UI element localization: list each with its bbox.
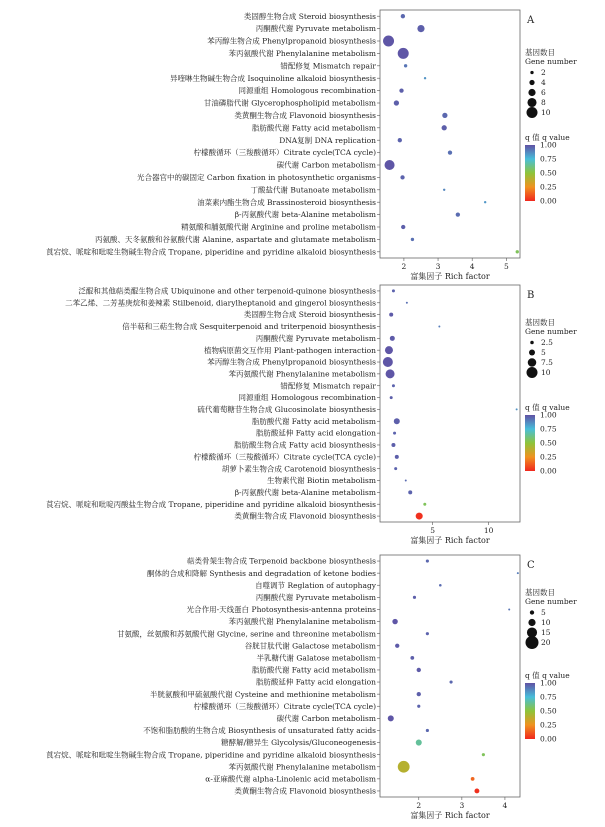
category-label: 二苯乙烯、二芳基庚烷和姜辣素 Stilbenoid, diarylheptanoid and gingerol biosynthesis — [65, 298, 376, 308]
data-point — [385, 346, 393, 354]
category-label: 脂肪酸延伸 Fatty acid elongation — [255, 677, 376, 687]
data-point — [398, 48, 409, 59]
data-point — [404, 64, 407, 67]
category-label: 光合器官中的碳固定 Carbon fixation in photosynthetic organisms — [137, 173, 376, 182]
category-label: 丙酮酸代谢 Pyruvate metabolism — [255, 592, 376, 602]
category-label: 倍半萜和三萜生物合成 Sesquiterpenoid and triterpenoid biosynthesis — [122, 322, 376, 332]
data-point — [388, 715, 394, 721]
panel-c — [46, 555, 577, 820]
category-label: 错配修复 Mismatch repair — [280, 381, 376, 391]
size-legend-subtitle: Gene number — [525, 57, 577, 66]
color-legend-label: 0.25 — [540, 452, 557, 462]
color-legend-label: 0.75 — [540, 154, 557, 164]
category-label: 半胱氨酸和甲硫氨酸代谢 Cysteine and methionine metabolism — [150, 689, 376, 699]
color-legend-label: 0.00 — [540, 734, 557, 744]
category-label: 谷胱甘肽代谢 Galactose metabolism — [244, 641, 376, 651]
size-legend-dot — [528, 89, 535, 96]
x-tick-label: 4 — [469, 262, 475, 271]
category-label: β-丙氨酸代谢 beta-Alanine metabolism — [234, 210, 376, 220]
x-tick-label: 3 — [435, 262, 441, 271]
data-point — [416, 513, 423, 520]
color-legend-title: q 值 q value — [525, 403, 570, 412]
category-label: 半乳糖代谢 Galatose metabolism — [256, 653, 376, 663]
x-tick-label: 10 — [483, 526, 494, 535]
color-legend-bar — [525, 415, 535, 471]
data-point — [400, 175, 404, 179]
size-legend-subtitle: Gene number — [525, 597, 577, 606]
category-label: 酮体的合成和降解 Synthesis and degradation of ketone bodies — [147, 568, 376, 578]
data-point — [394, 100, 399, 105]
category-label: β-丙氨酸代谢 beta-Alanine metabolism — [234, 487, 376, 497]
category-label: 甘氨酸，丝氨酸和苏氨酸代谢 Glycine, serine and threonine metabolism — [117, 629, 376, 639]
color-legend-title: q 值 q value — [525, 133, 570, 142]
size-legend-dot — [527, 107, 538, 118]
category-label: 类黄酮生物合成 Flavonoid biosynthesis — [234, 511, 376, 521]
category-label: 植物病原菌交互作用 Plant-pathogen interaction — [204, 345, 376, 355]
data-point — [391, 443, 395, 447]
color-legend-label: 0.50 — [540, 438, 557, 448]
size-legend-label: 15 — [541, 628, 551, 637]
size-legend-title: 基因数目 — [525, 318, 555, 327]
x-tick-label: 2 — [401, 262, 407, 271]
plot-frame — [380, 555, 520, 797]
data-point — [383, 357, 393, 367]
size-legend-dot — [530, 71, 533, 74]
category-label: 错配修复 Mismatch repair — [280, 61, 376, 71]
category-label: 莨宕烷、哌啶和吡啶生物碱生物合成 Tropane, piperidine and pyridine alkaloid biosynthesis — [46, 247, 376, 257]
data-point — [390, 396, 393, 399]
panel-letter: A — [527, 15, 535, 26]
color-legend-bar — [525, 145, 535, 201]
color-legend-label: 0.00 — [540, 466, 557, 476]
category-label: 莨宕烷、哌啶和吡啶生物碱生物合成 Tropane, piperidine and pyridine alkaloid biosynthesis — [46, 750, 376, 760]
data-point — [426, 729, 429, 732]
data-point — [406, 302, 408, 304]
data-point — [417, 705, 420, 708]
color-legend-label: 0.75 — [540, 692, 557, 702]
data-point — [471, 777, 475, 781]
data-point — [401, 14, 405, 18]
size-legend-dot — [530, 610, 534, 614]
category-label: 脂肪酸生物合成 Fatty acid biosynthesis — [234, 440, 376, 450]
data-point — [426, 632, 429, 635]
data-point — [392, 384, 395, 387]
data-point — [398, 761, 410, 773]
size-legend-label: 20 — [541, 638, 551, 647]
size-legend-dot — [529, 80, 534, 85]
category-label: 脂肪酸代谢 Fatty acid metabolism — [251, 665, 376, 675]
data-point — [408, 490, 412, 494]
data-point — [392, 289, 395, 292]
x-tick-label: 4 — [502, 801, 508, 810]
size-legend-label: 2.5 — [541, 338, 553, 347]
data-point — [385, 160, 395, 170]
size-legend-dot — [526, 636, 539, 649]
category-label: 苯丙氨酸代谢 Phenylalanine metabolism — [228, 49, 376, 58]
data-point — [390, 336, 395, 341]
data-point — [424, 77, 426, 79]
data-point — [443, 189, 445, 191]
size-legend-dot — [527, 98, 536, 107]
category-label: 类黄酮生物合成 Flavonoid biosynthesis — [234, 786, 376, 796]
data-point — [410, 656, 414, 660]
data-point — [393, 432, 396, 435]
data-point — [449, 680, 452, 683]
color-legend-label: 0.50 — [540, 706, 557, 716]
color-legend-label: 0.75 — [540, 424, 557, 434]
data-point — [417, 25, 424, 32]
data-point — [417, 668, 421, 672]
category-label: 苯丙氨酸代谢 Phenylalanine metabolism — [228, 369, 376, 379]
data-point — [484, 201, 486, 203]
data-point — [417, 692, 421, 696]
size-legend-label: 2 — [541, 68, 546, 77]
size-legend-label: 4 — [541, 78, 546, 87]
color-legend-label: 0.25 — [540, 182, 557, 192]
category-label: 丙酮酸代谢 Pyruvate metabolism — [255, 333, 376, 343]
size-legend-dot — [527, 367, 538, 378]
category-label: 脂肪酸延伸 Fatty acid elongation — [255, 428, 376, 438]
color-legend-label: 0.25 — [540, 720, 557, 730]
size-legend-label: 10 — [541, 618, 551, 627]
x-axis-label: 富集因子 Rich factor — [410, 811, 490, 820]
category-label: 硫代葡萄糖苷生物合成 Glucosinolate biosynthesis — [197, 405, 376, 415]
category-label: α-亚麻酸代谢 alpha-Linolenic acid metabolism — [205, 774, 376, 784]
size-legend-subtitle: Gene number — [525, 327, 577, 336]
category-label: 萜类骨架生物合成 Terpenoid backbone biosynthesis — [187, 556, 376, 566]
category-label: 类黄酮生物合成 Flavonoid biosynthesis — [234, 111, 376, 120]
category-label: 光合作用-天线蛋白 Photosynthesis-antenna proteins — [186, 605, 376, 615]
data-point — [383, 36, 394, 47]
category-label: 不饱和脂肪酸的生物合成 Biosynthesis of unsaturated fatty acids — [143, 726, 376, 736]
category-label: 类固醇生物合成 Steroid biosynthesis — [243, 11, 376, 21]
data-point — [395, 644, 399, 648]
category-label: 碳代谢 Carbon metabolism — [276, 160, 376, 170]
category-label: 类固醇生物合成 Steroid biosynthesis — [243, 310, 376, 320]
category-label: 精氨酸和脯氨酸代谢 Arginine and proline metabolism — [181, 222, 376, 232]
size-legend-dot — [529, 350, 535, 356]
size-legend-label: 10 — [541, 108, 551, 117]
size-legend-title: 基因数目 — [525, 588, 555, 597]
category-label: 异喹啉生物碱生物合成 Isoquinoline alkaloid biosynthesis — [170, 73, 376, 83]
category-label: 生物素代谢 Biotin metabolism — [266, 476, 376, 486]
size-legend-dot — [530, 341, 534, 345]
data-point — [389, 313, 393, 317]
panel-letter: C — [527, 560, 535, 571]
category-label: 丙氨酸、天冬氨酸和谷氨酸代谢 Alanine, aspartate and glutamate metabolism — [95, 235, 376, 244]
data-point — [439, 584, 442, 587]
data-point — [423, 503, 426, 506]
size-legend-label: 10 — [541, 368, 551, 377]
color-legend-label: 0.50 — [540, 168, 557, 178]
data-point — [386, 369, 395, 378]
data-point — [405, 480, 407, 482]
category-label: 丙酮酸代谢 Pyruvate metabolism — [255, 24, 376, 34]
plot-frame — [380, 10, 520, 258]
x-tick-label: 5 — [503, 262, 509, 271]
category-label: 丁酸盐代谢 Butanoate metabolism — [250, 185, 376, 195]
data-point — [411, 238, 414, 241]
data-point — [516, 250, 519, 253]
data-point — [448, 150, 452, 154]
category-label: 同源重组 Homologous recombination — [238, 86, 376, 96]
panel-b — [46, 285, 577, 545]
category-label: 自噬调节 Reglation of autophagy — [255, 580, 376, 590]
data-point — [456, 212, 460, 216]
category-label: 苯丙氨酸代谢 Phenylalanine metabolism — [228, 762, 376, 772]
category-label: 甘油磷脂代谢 Glycerophospholipid metabolism — [203, 98, 376, 108]
size-legend-dot — [528, 619, 535, 626]
data-point — [394, 467, 397, 470]
panel-a — [46, 10, 577, 281]
category-label: 柠檬酸循环（三羧酸循环）Citrate cycle(TCA cycle) — [193, 148, 376, 158]
category-label: 柠檬酸循环（三羧酸循环）Citrate cycle(TCA cycle) — [193, 701, 376, 711]
category-label: 苯丙醇生物合成 Phenylpropanoid biosynthesis — [207, 357, 376, 367]
data-point — [442, 113, 447, 118]
color-legend-label: 1.00 — [540, 410, 557, 420]
data-point — [416, 740, 422, 746]
data-point — [517, 572, 519, 574]
data-point — [508, 608, 510, 610]
category-label: 碳代谢 Carbon metabolism — [276, 713, 376, 723]
data-point — [413, 596, 416, 599]
data-point — [438, 325, 440, 327]
category-label: DNA复制 DNA replication — [279, 135, 376, 145]
data-point — [392, 619, 397, 624]
category-label: 柠檬酸循环（三羧酸循环）Citrate cycle(TCA cycle) — [193, 452, 376, 462]
category-label: 苯丙醇生物合成 Phenylpropanoid biosynthesis — [207, 36, 376, 46]
size-legend-label: 8 — [541, 98, 546, 107]
data-point — [516, 408, 518, 410]
data-point — [401, 225, 405, 229]
category-label: 苯丙氨酸代谢 Phenylalanine metabolism — [228, 617, 376, 627]
plot-frame — [380, 285, 520, 522]
x-tick-label: 3 — [459, 801, 465, 810]
data-point — [482, 753, 485, 756]
color-legend-title: q 值 q value — [525, 671, 570, 680]
size-legend-label: 5 — [541, 348, 546, 357]
category-label: 脂肪酸代谢 Fatty acid metabolism — [251, 416, 376, 426]
data-point — [442, 125, 447, 130]
data-point — [395, 455, 399, 459]
color-legend-bar — [525, 683, 535, 739]
x-axis-label: 富集因子 Rich factor — [410, 536, 490, 545]
x-tick-label: 5 — [430, 526, 436, 535]
x-tick-label: 2 — [416, 801, 422, 810]
category-label: 泛醌和其他萜类醌生物合成 Ubiquinone and other terpenoid-quinone biosynthesis — [78, 286, 376, 296]
category-label: 同源重组 Homologous recombination — [238, 393, 376, 403]
category-label: 莨宕烷、哌啶和吡啶丙酸盐生物合成 Tropane, piperidine and pyridine alkaloid biosynthesis — [46, 499, 376, 509]
category-label: 脂肪酸代谢 Fatty acid metabolism — [251, 123, 376, 133]
size-legend-title: 基因数目 — [525, 48, 555, 57]
size-legend-label: 6 — [541, 88, 546, 97]
size-legend-dot — [528, 358, 537, 367]
color-legend-label: 1.00 — [540, 678, 557, 688]
color-legend-label: 0.00 — [540, 196, 557, 206]
size-legend-label: 7.5 — [541, 358, 553, 367]
category-label: 胡萝卜素生物合成 Carotenoid biosynthesis — [221, 464, 376, 474]
data-point — [426, 559, 429, 562]
size-legend-label: 5 — [541, 608, 546, 617]
color-legend-label: 1.00 — [540, 140, 557, 150]
data-point — [474, 789, 479, 794]
data-point — [394, 418, 400, 424]
category-label: 油菜素内酯生物合成 Brassinosteroid biosynthesis — [197, 197, 376, 207]
panel-letter: B — [527, 290, 535, 301]
data-point — [399, 88, 403, 92]
category-label: 糖酵解/糖异生 Glycolysis/Gluconeogenesis — [221, 738, 376, 748]
data-point — [398, 138, 402, 142]
x-axis-label: 富集因子 Rich factor — [410, 272, 490, 281]
